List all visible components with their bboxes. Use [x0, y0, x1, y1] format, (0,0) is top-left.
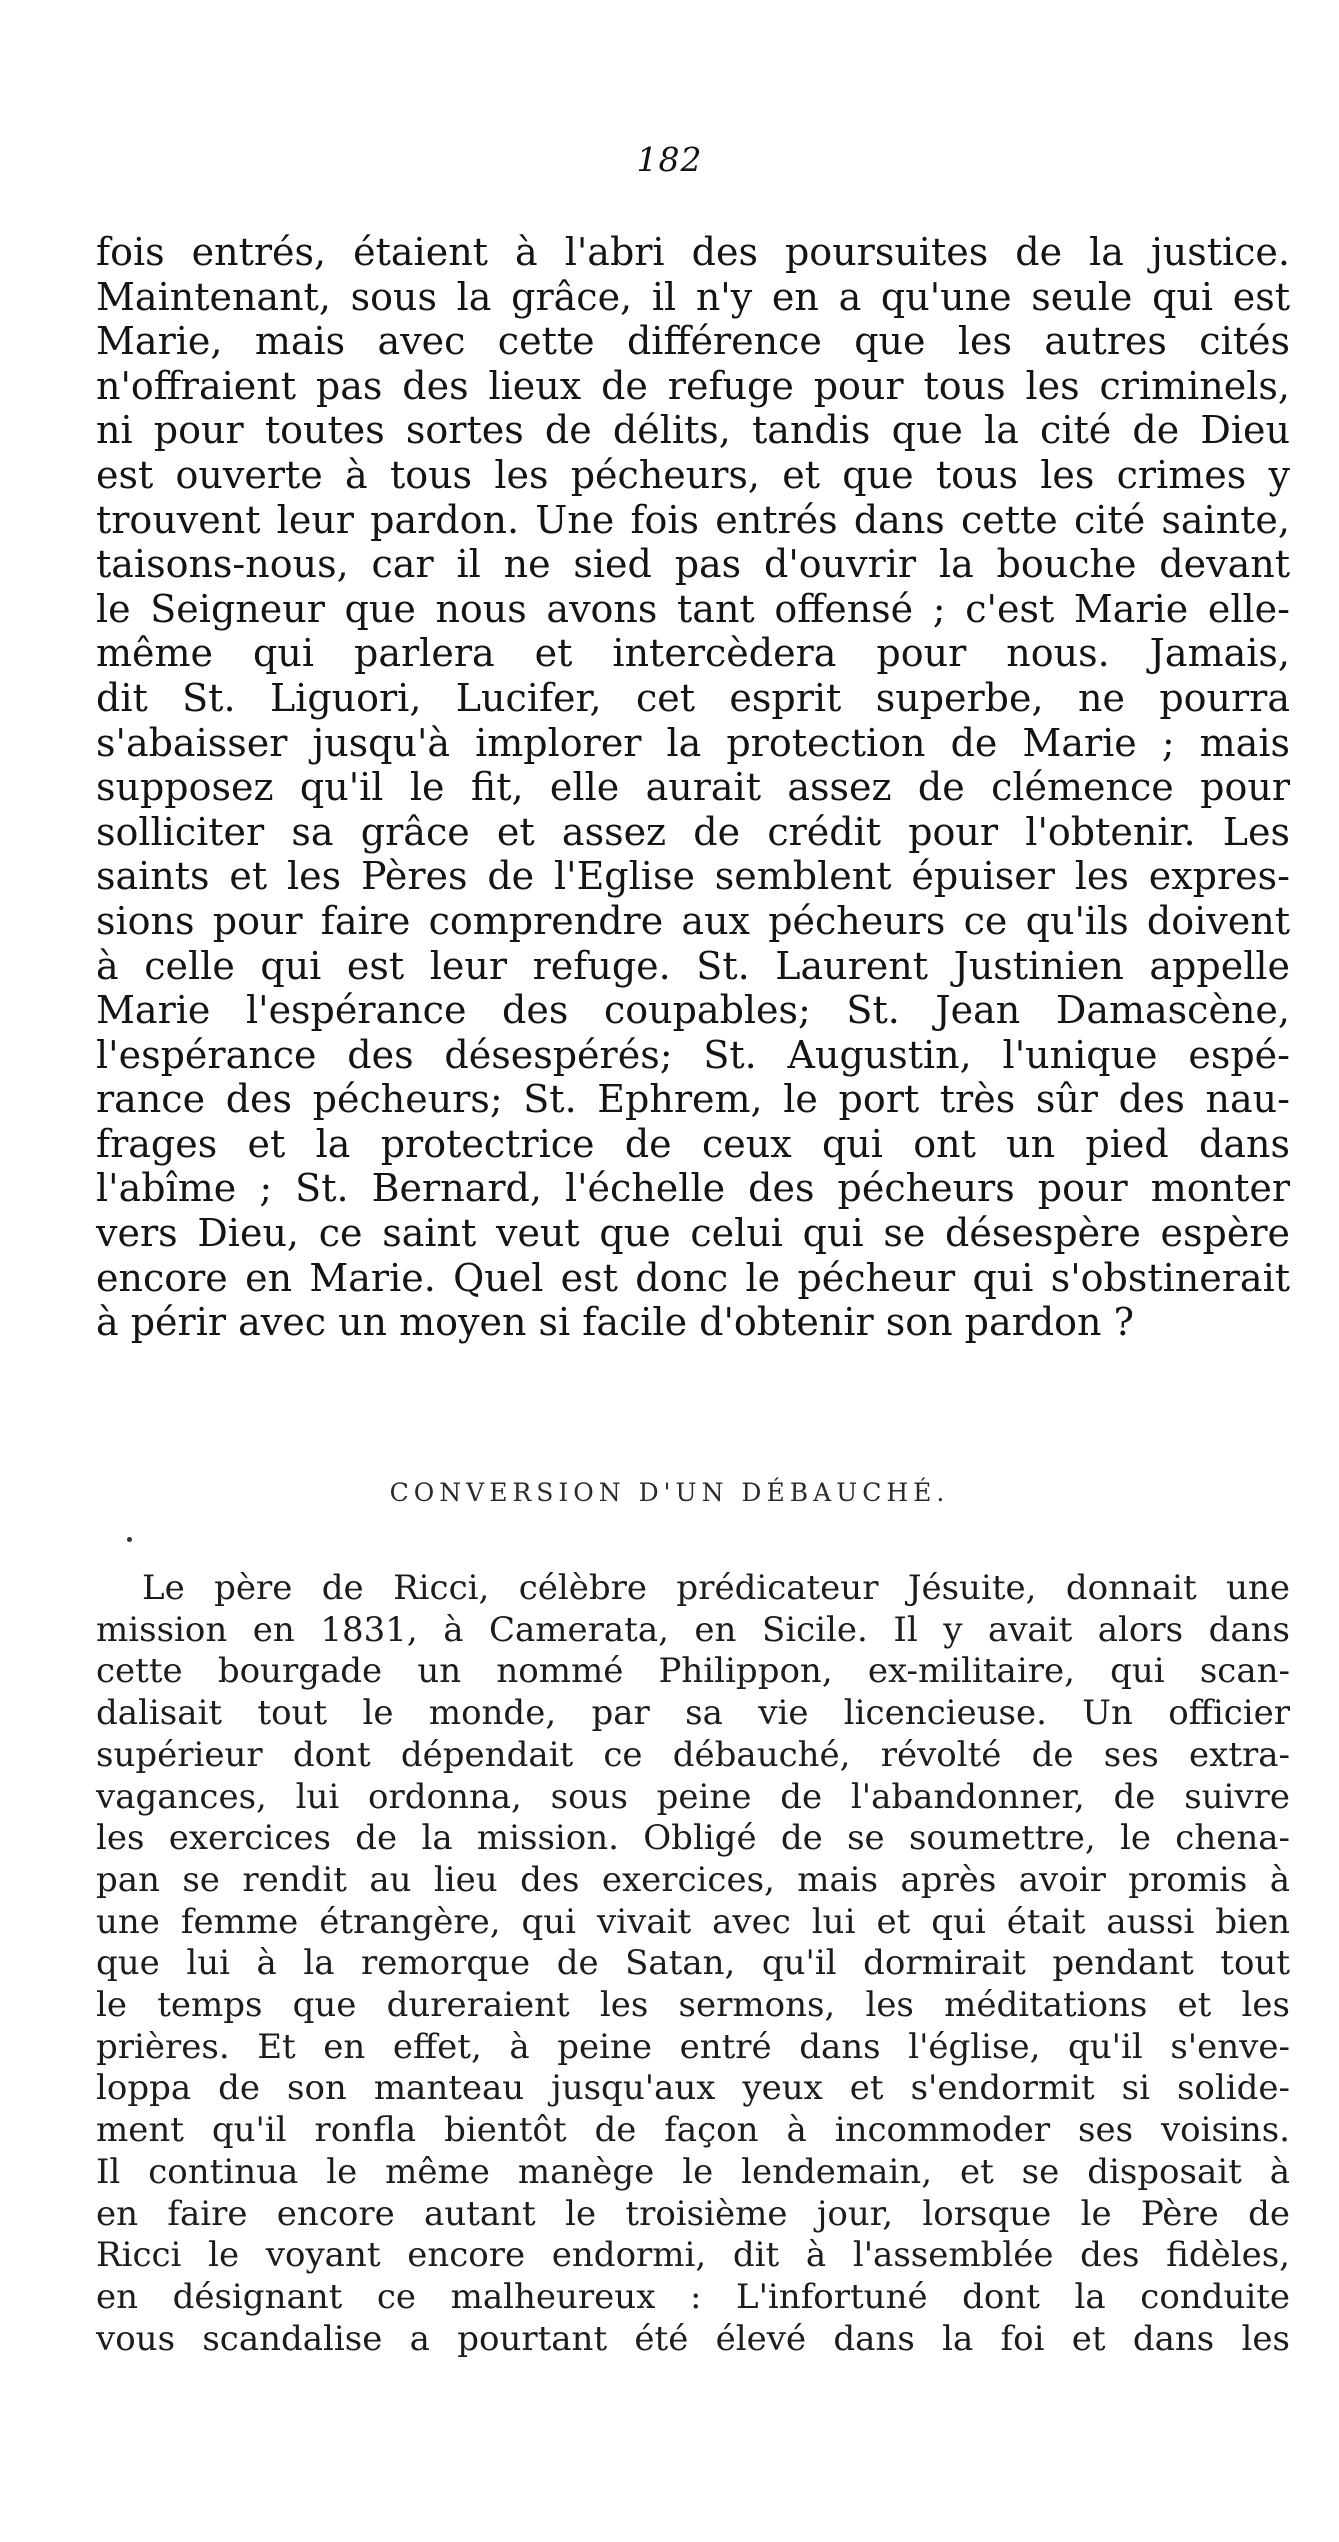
text-line: le temps que dureraient les sermons, les méditations et les [96, 1985, 1290, 2026]
page-number: 182 [636, 140, 703, 179]
text-line: vers Dieu, ce saint veut que celui qui se désespère espère [96, 1211, 1290, 1256]
text-line: taisons-nous, car il ne sied pas d'ouvrir la bouche devant [96, 542, 1290, 587]
text-line: l'espérance des désespérés; St. Augustin, l'unique espé- [96, 1032, 1290, 1077]
text-line: fois entrés, étaient à l'abri des poursuites de la justice. [96, 230, 1290, 274]
text-line: Le père de Ricci, célèbre prédicateur Jésuite, donnait une [142, 1568, 1290, 1608]
text-line: dalisait tout le monde, par sa vie licencieuse. Un officier [96, 1693, 1290, 1734]
text-line: Marie l'espérance des coupables; St. Jean Damascène, [96, 988, 1290, 1033]
text-line: les exercices de la mission. Obligé de se soumettre, le chena- [96, 1818, 1290, 1859]
text-line: est ouverte à tous les pécheurs, et que tous les crimes y [96, 452, 1290, 497]
text-line: trouvent leur pardon. Une fois entrés dans cette cité sainte, [96, 497, 1290, 542]
paragraph-marie-refuge [96, 230, 1290, 1345]
text-line: dit St. Liguori, Lucifer, cet esprit superbe, ne pourra [96, 675, 1290, 720]
text-line: ment qu'il ronfla bientôt de façon à incommoder ses voisins. [96, 2110, 1290, 2151]
text-line: cette bourgade un nommé Philippon, ex-militaire, qui scan- [96, 1651, 1290, 1692]
paragraph-conversion-story [96, 1568, 1290, 2360]
text-line: que lui à la remorque de Satan, qu'il dormirait pendant tout [96, 1943, 1290, 1984]
section-heading: CONVERSION D'UN DÉBAUCHÉ. [389, 1478, 950, 1507]
text-line: même qui parlera et intercèdera pour nous. Jamais, [96, 631, 1290, 676]
text-line: ni pour toutes sortes de délits, tandis que la cité de Dieu [96, 408, 1290, 453]
text-line: vagances, lui ordonna, sous peine de l'abandonner, de suivre [96, 1776, 1290, 1817]
text-line: mission en 1831, à Camerata, en Sicile. Il y avait alors dans [96, 1609, 1290, 1650]
text-line: Il continua le même manège le lendemain, et se disposait à [96, 2151, 1290, 2192]
text-line: Maintenant, sous la grâce, il n'y en a qu'une seule qui est [96, 274, 1290, 319]
text-line: en désignant ce malheureux : L'infortuné dont la conduite [96, 2276, 1290, 2317]
text-line: à périr avec un moyen si facile d'obtenir son pardon ? [96, 1300, 1134, 1345]
text-line: à celle qui est leur refuge. St. Laurent Justinien appelle [96, 943, 1290, 988]
text-line: frages et la protectrice de ceux qui ont un pied dans [96, 1121, 1290, 1166]
text-line: supposez qu'il le fit, elle aurait assez de clémence pour [96, 765, 1290, 810]
text-line: supérieur dont dépendait ce débauché, révolté de ses extra- [96, 1734, 1290, 1775]
text-line: sions pour faire comprendre aux pécheurs ce qu'ils doivent [96, 898, 1290, 943]
text-line: saints et les Pères de l'Eglise semblent épuiser les expres- [96, 854, 1290, 899]
stray-dot-mark [127, 1537, 132, 1542]
text-line: Ricci le voyant encore endormi, dit à l'assemblée des fidèles, [96, 2235, 1290, 2276]
text-line: encore en Marie. Quel est donc le pécheur qui s'obstinerait [96, 1255, 1290, 1300]
text-line: l'abîme ; St. Bernard, l'échelle des pécheurs pour monter [96, 1166, 1290, 1211]
text-line: le Seigneur que nous avons tant offensé ; c'est Marie elle- [96, 586, 1290, 631]
text-line: une femme étrangère, qui vivait avec lui et qui était aussi bien [96, 1901, 1290, 1942]
text-line: solliciter sa grâce et assez de crédit pour l'obtenir. Les [96, 809, 1290, 854]
text-line: rance des pécheurs; St. Ephrem, le port très sûr des nau- [96, 1077, 1290, 1122]
text-line: Marie, mais avec cette différence que les autres cités [96, 319, 1290, 364]
text-line: prières. Et en effet, à peine entré dans l'église, qu'il s'enve- [96, 2026, 1290, 2067]
text-line: n'offraient pas des lieux de refuge pour tous les criminels, [96, 363, 1290, 408]
text-line: en faire encore autant le troisième jour, lorsque le Père de [96, 2193, 1290, 2234]
text-line: loppa de son manteau jusqu'aux yeux et s'endormit si solide- [96, 2068, 1290, 2109]
text-line: s'abaisser jusqu'à implorer la protection de Marie ; mais [96, 720, 1290, 765]
text-line: pan se rendit au lieu des exercices, mais après avoir promis à [96, 1859, 1290, 1900]
text-line: vous scandalise a pourtant été élevé dans la foi et dans les [96, 2318, 1290, 2359]
